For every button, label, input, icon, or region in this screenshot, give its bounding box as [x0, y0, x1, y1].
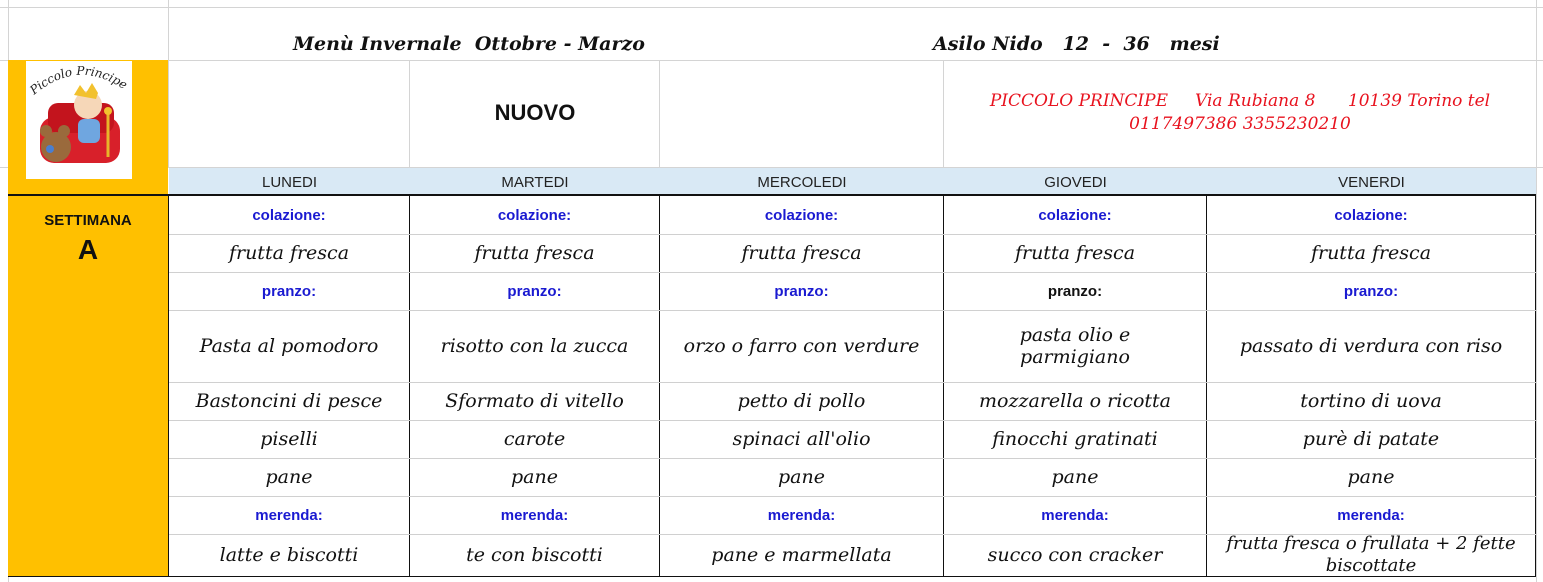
first-course: risotto con la zucca	[440, 335, 629, 357]
menu-cell	[946, 234, 1204, 272]
menu-cell	[412, 458, 657, 496]
menu-cell	[1209, 234, 1533, 272]
menu-cell	[171, 420, 407, 458]
week-letter: A	[77, 234, 99, 265]
menu-cell	[412, 382, 657, 420]
breakfast-label: colazione:	[1038, 206, 1112, 224]
bread-item: pane	[511, 466, 558, 488]
side-dish: piselli	[260, 428, 318, 450]
lunch-label: pranzo:	[1047, 282, 1103, 300]
school-title: Asilo Nido 12 - 36 mesi	[933, 33, 1220, 55]
address	[945, 90, 1535, 136]
menu-cell	[171, 382, 407, 420]
second-course: mozzarella o ricotta	[979, 390, 1171, 412]
snack-label: merenda:	[1337, 506, 1405, 524]
first-course: pasta olio e parmigiano	[1019, 324, 1131, 368]
breakfast-label: colazione:	[1334, 206, 1408, 224]
snack-label: merenda:	[500, 506, 569, 524]
menu-cell	[1209, 458, 1533, 496]
menu-cell	[412, 496, 657, 534]
table-border	[1206, 194, 1207, 577]
menu-cell	[946, 458, 1204, 496]
grid-line	[1536, 0, 1537, 582]
day-header-tuesday: MARTEDI	[501, 174, 569, 191]
lunch-label: pranzo:	[774, 282, 829, 300]
lunch-label: pranzo:	[507, 282, 562, 300]
menu-cell	[662, 534, 941, 576]
menu-cell	[171, 234, 407, 272]
menu-cell	[412, 310, 657, 382]
first-course: passato di verdura con riso	[1239, 335, 1503, 357]
snack-item: te con biscotti	[466, 544, 603, 566]
day-header-friday: VENERDI	[1338, 174, 1405, 191]
lunch-label: pranzo:	[1343, 282, 1399, 300]
side-dish: purè di patate	[1302, 428, 1440, 450]
menu-cell	[662, 234, 941, 272]
breakfast-item: frutta fresca	[474, 242, 595, 264]
breakfast-item: frutta fresca	[1310, 242, 1432, 264]
menu-cell	[1209, 496, 1533, 534]
menu-title: Menù Invernale Ottobre - Marzo	[293, 33, 645, 55]
breakfast-item: frutta fresca	[741, 242, 862, 264]
menu-cell	[171, 272, 407, 310]
second-course: petto di pollo	[737, 390, 866, 412]
menu-cell	[662, 272, 941, 310]
grid-line	[0, 7, 1543, 8]
breakfast-item: frutta fresca	[1014, 242, 1136, 264]
bread-item: pane	[1051, 466, 1099, 488]
table-border	[943, 194, 944, 577]
menu-cell	[946, 382, 1204, 420]
side-dish: finocchi gratinati	[992, 428, 1158, 450]
menu-cell	[171, 458, 407, 496]
menu-cell	[946, 272, 1204, 310]
breakfast-label: colazione:	[764, 206, 839, 224]
table-border	[659, 194, 660, 577]
menu-cell	[171, 496, 407, 534]
first-course: Pasta al pomodoro	[199, 335, 379, 357]
menu-cell	[412, 272, 657, 310]
snack-label: merenda:	[767, 506, 836, 524]
menu-cell	[662, 382, 941, 420]
second-course: Bastoncini di pesce	[195, 390, 383, 412]
week-label: SETTIMANA	[44, 212, 132, 229]
second-course: tortino di uova	[1300, 390, 1442, 412]
new-badge: NUOVO	[494, 100, 576, 125]
day-header-wednesday: MERCOLEDI	[757, 174, 847, 191]
table-border	[168, 194, 169, 577]
logo	[26, 61, 132, 179]
logo-text: Piccolo Principe	[27, 63, 130, 98]
breakfast-item: frutta fresca	[228, 242, 350, 264]
menu-cell	[1209, 310, 1533, 382]
side-dish: spinaci all'olio	[732, 428, 871, 450]
first-course: orzo o farro con verdure	[683, 335, 920, 357]
menu-cell	[946, 496, 1204, 534]
snack-label: merenda:	[255, 506, 323, 524]
menu-cell	[946, 310, 1204, 382]
snack-item: pane e marmellata	[711, 544, 892, 566]
menu-cell	[412, 234, 657, 272]
menu-cell	[412, 534, 657, 576]
bread-item: pane	[778, 466, 825, 488]
menu-cell	[946, 196, 1204, 234]
menu-cell	[946, 534, 1204, 576]
menu-cell	[1209, 420, 1533, 458]
menu-cell	[1209, 272, 1533, 310]
menu-cell	[171, 310, 407, 382]
day-header-monday: LUNEDI	[261, 174, 317, 191]
menu-cell	[946, 420, 1204, 458]
menu-cell	[1209, 534, 1533, 576]
menu-cell	[662, 420, 941, 458]
day-header-thursday: GIOVEDI	[1044, 174, 1107, 191]
address-line-2: 0117497386 3355230210	[1129, 114, 1351, 134]
lunch-label: pranzo:	[261, 282, 317, 300]
menu-cell	[171, 196, 407, 234]
menu-cell	[662, 458, 941, 496]
menu-cell	[662, 310, 941, 382]
snack-item: frutta fresca o frullata + 2 fette biscottate	[1226, 534, 1516, 576]
address-line-1: PICCOLO PRINCIPE Via Rubiana 8 10139 Torino tel	[989, 91, 1491, 111]
snack-item: succo con cracker	[987, 544, 1163, 566]
menu-cell	[662, 196, 941, 234]
grid-line	[168, 0, 169, 168]
table-border	[409, 194, 410, 577]
second-course: Sformato di vitello	[445, 390, 624, 412]
menu-cell	[171, 534, 407, 576]
snack-label: merenda:	[1041, 506, 1109, 524]
table-border	[8, 576, 1536, 577]
breakfast-label: colazione:	[497, 206, 572, 224]
breakfast-label: colazione:	[252, 206, 326, 224]
side-dish: carote	[503, 428, 566, 450]
menu-cell	[412, 196, 657, 234]
bread-item: pane	[1347, 466, 1395, 488]
menu-cell	[662, 496, 941, 534]
menu-cell	[1209, 196, 1533, 234]
bread-item: pane	[265, 466, 313, 488]
menu-cell	[412, 420, 657, 458]
grid-line	[0, 60, 1543, 61]
snack-item: latte e biscotti	[219, 544, 359, 566]
table-border	[1535, 194, 1536, 577]
menu-cell	[1209, 382, 1533, 420]
